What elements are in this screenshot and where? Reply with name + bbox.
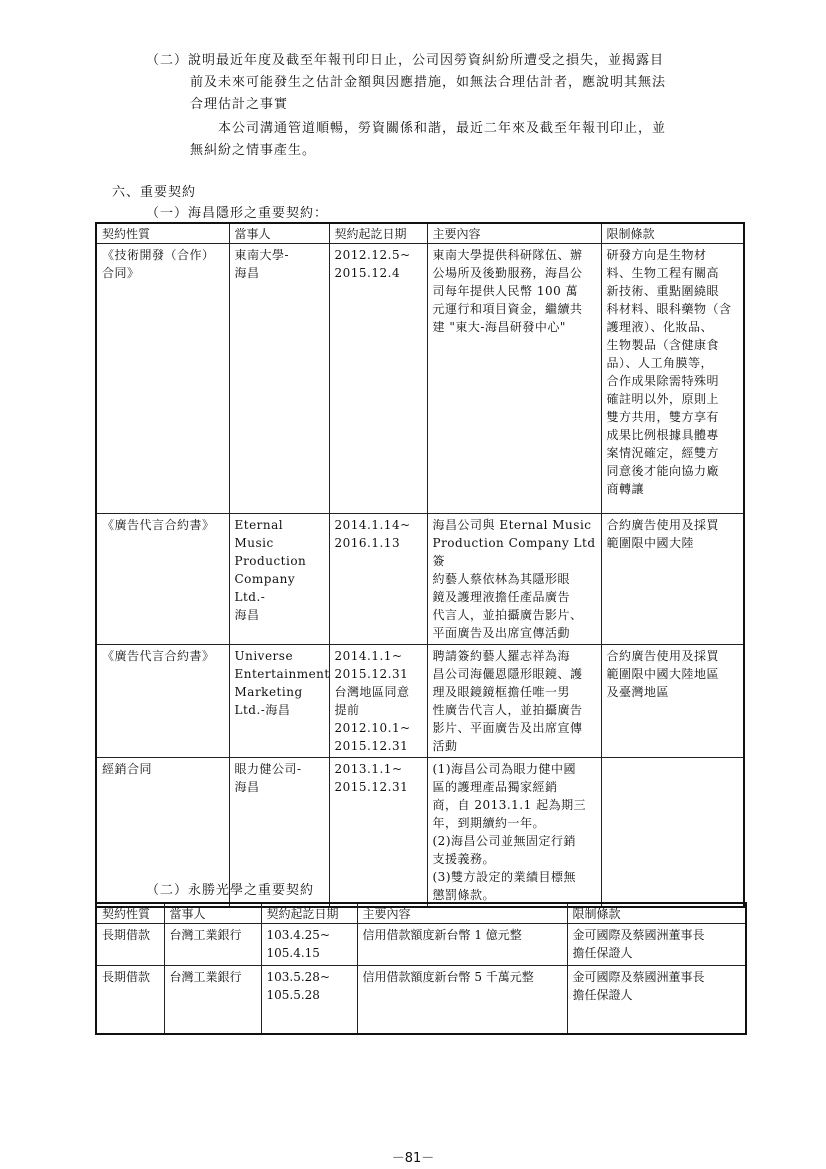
cell-main-content: 聘請簽約藝人羅志祥為海 昌公司海儷恩隱形眼鏡、護 理及眼鏡鏡框擔任唯一男 性廣告代言人，並拍攝廣告 影片、平面廣告及出席宣傳 活動 bbox=[427, 645, 601, 758]
header-contract-type: 契約性質 bbox=[96, 223, 229, 244]
cell-restrictions: 金可國際及蔡國洲董事長 擔任保證人 bbox=[567, 966, 746, 1034]
cell-contract-type: 《技術開發（合作） 合同》 bbox=[96, 244, 229, 514]
header-restrictions: 限制條款 bbox=[601, 223, 744, 244]
header-party: 當事人 bbox=[229, 223, 329, 244]
cell-party: Eternal Music Production Company Ltd.- 海昌 bbox=[229, 514, 329, 645]
table-header-row bbox=[96, 223, 744, 244]
table-row bbox=[96, 244, 744, 514]
cell-main-content: 東南大學提供科研隊伍、辦 公場所及後勤服務，海昌公 司每年提供人民幣 100 萬 元運行和項目資金，繼續共 建 "東大-海昌研發中心" bbox=[427, 244, 601, 514]
cell-main-content: 海昌公司與 Eternal Music Production Company Ltd 簽 約藝人蔡依林為其隱形眼 鏡及護理液擔任產品廣告 代言人，並拍攝廣告影片、 平面廣告及出席宣傳活動 bbox=[427, 514, 601, 645]
section-note-line-2: 前及未來可能發生之估計金額與因應措施，如無法合理估計者，應說明其無法 bbox=[190, 75, 667, 90]
cell-restrictions bbox=[601, 758, 744, 908]
cell-restrictions: 合約廣告使用及採買 範圍限中國大陸 bbox=[601, 514, 744, 645]
cell-contract-type: 長期借款 bbox=[96, 966, 164, 1034]
cell-period: 2014.1.1~ 2015.12.31 台灣地區同意 提前 2012.10.1~ 2015.12.31 bbox=[329, 645, 427, 758]
cell-main-content: 信用借款額度新台幣 1 億元整 bbox=[357, 924, 567, 966]
cell-contract-type: 《廣告代言合約書》 bbox=[96, 514, 229, 645]
header-period: 契約起訖日期 bbox=[261, 903, 357, 924]
table-row bbox=[96, 645, 744, 758]
cell-period: 2013.1.1~ 2015.12.31 bbox=[329, 758, 427, 908]
cell-party: 東南大學- 海昌 bbox=[229, 244, 329, 514]
cell-period: 2012.12.5~ 2015.12.4 bbox=[329, 244, 427, 514]
cell-restrictions: 金可國際及蔡國洲董事長 擔任保證人 bbox=[567, 924, 746, 966]
cell-period: 2014.1.14~ 2016.1.13 bbox=[329, 514, 427, 645]
header-contract-type: 契約性質 bbox=[96, 903, 164, 924]
paragraph-line-1: 本公司溝通管道順暢，勞資關係和諧，最近二年來及截至年報刊印止，並 bbox=[218, 121, 667, 136]
cell-party: 眼力健公司- 海昌 bbox=[229, 758, 329, 908]
section-note-line-1: （二）說明最近年度及截至年報刊印日止，公司因勞資糾紛所遭受之損失，並揭露目 bbox=[146, 53, 665, 68]
paragraph-line-2: 無糾紛之情事產生。 bbox=[190, 143, 317, 158]
cell-contract-type: 長期借款 bbox=[96, 924, 164, 966]
subsection-heading-haichang: （一）海昌隱形之重要契約： bbox=[146, 206, 329, 221]
page-number: －81－ bbox=[391, 1151, 435, 1166]
yongsheng-contracts-table bbox=[95, 902, 747, 1035]
header-party: 當事人 bbox=[164, 903, 261, 924]
header-period: 契約起訖日期 bbox=[329, 223, 427, 244]
cell-period: 103.5.28~ 105.5.28 bbox=[261, 966, 357, 1034]
table-row bbox=[96, 924, 746, 966]
cell-contract-type: 經銷合同 bbox=[96, 758, 229, 908]
cell-party: 台灣工業銀行 bbox=[164, 924, 261, 966]
section-note-line-3: 合理估計之事實 bbox=[190, 97, 289, 112]
cell-main-content: (1)海昌公司為眼力健中國 區的護理產品獨家經銷 商，自 2013.1.1 起為期三 年，到期續約一年。 (2)海昌公司並無固定行銷 支援義務。 (3)雙方設定的業績目標無 懲罰條款。 bbox=[427, 758, 601, 908]
cell-contract-type: 《廣告代言合約書》 bbox=[96, 645, 229, 758]
header-restrictions: 限制條款 bbox=[567, 903, 746, 924]
cell-party: 台灣工業銀行 bbox=[164, 966, 261, 1034]
cell-main-content: 信用借款額度新台幣 5 千萬元整 bbox=[357, 966, 567, 1034]
table-row bbox=[96, 514, 744, 645]
table-row bbox=[96, 966, 746, 1034]
cell-restrictions: 研發方向是生物材 料、生物工程有關高 新技術、重點圍繞眼 科材料、眼科藥物（含 護理液）、化妝品、 生物製品（含健康食 品）、人工角膜等， 合作成果除需特殊明 確註明以外，原則上 雙方共用，雙方享有 成果比例根據具體專 案情況確定，經雙方 同意後才能向協力廠 商轉讓 bbox=[601, 244, 744, 514]
section-heading-important-contracts: 六、重要契約 bbox=[112, 185, 197, 200]
subsection-heading-yongsheng: （二）永勝光學之重要契約 bbox=[146, 883, 315, 898]
section-note bbox=[146, 50, 667, 112]
table-header-row bbox=[96, 903, 746, 924]
header-main-content: 主要內容 bbox=[427, 223, 601, 244]
haichang-contracts-table bbox=[95, 222, 745, 908]
cell-party: Universe Entertainment Marketing Ltd.-海昌 bbox=[229, 645, 329, 758]
cell-restrictions: 合約廣告使用及採買 範圍限中國大陸地區 及臺灣地區 bbox=[601, 645, 744, 758]
cell-period: 103.4.25~ 105.4.15 bbox=[261, 924, 357, 966]
header-main-content: 主要內容 bbox=[357, 903, 567, 924]
